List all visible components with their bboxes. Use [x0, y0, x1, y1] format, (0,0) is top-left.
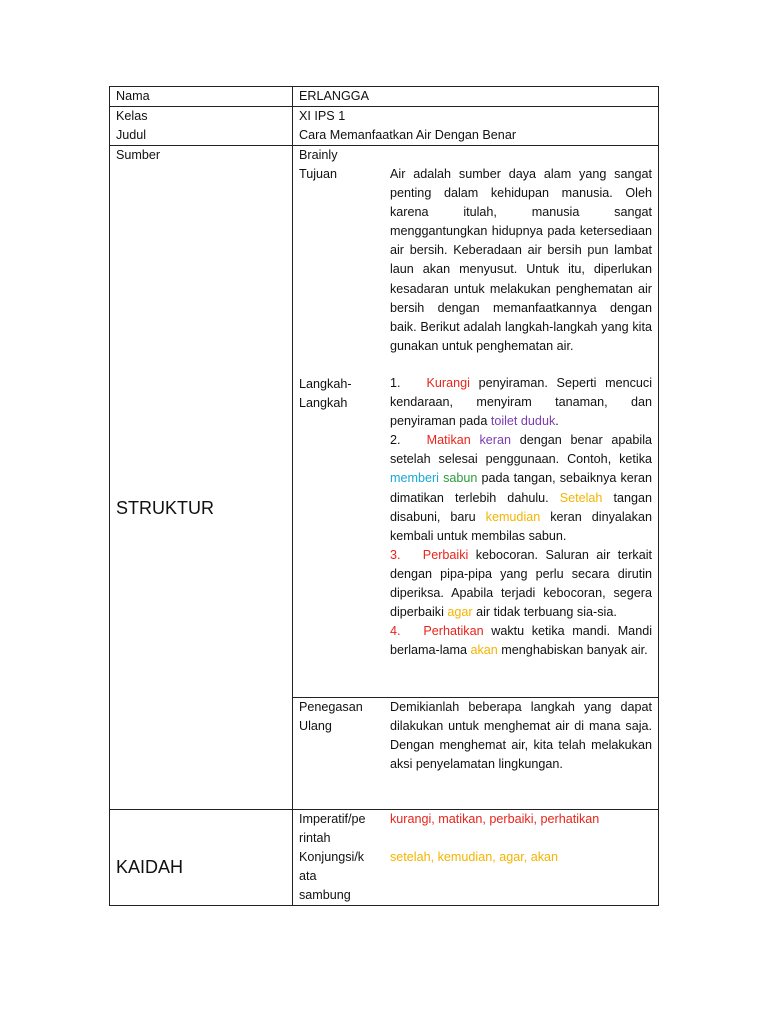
imperatif-value: kurangi, matikan, perbaiki, perhatikan: [390, 812, 600, 826]
konjungsi-label-line1: Konjungsi/k: [299, 850, 365, 864]
step-text: .: [555, 414, 559, 429]
step-text: penyiraman. Seperti mencuci kendaraan, menyiram tanaman, dan penyiraman pada: [390, 376, 652, 429]
row-divider: [109, 145, 659, 146]
step-text: menghabiskan banyak air.: [497, 643, 648, 658]
step-verb: Kurangi: [426, 376, 470, 390]
step-text: waktu ketika mandi. Mandi berlama-lama: [390, 624, 652, 658]
row-divider: [109, 106, 659, 107]
judul-label: Judul: [116, 128, 147, 142]
step-verb: Perbaiki: [422, 547, 469, 562]
column-divider: [292, 86, 293, 906]
imperatif-label-line2: rintah: [299, 831, 331, 845]
langkah-label-line2: Langkah: [299, 396, 348, 410]
step-word: memberi: [390, 471, 439, 486]
step-3: [390, 546, 652, 622]
sumber-value: Brainly: [299, 148, 338, 162]
penegasan-text: Demikianlah beberapa langkah yang dapat dilakukan untuk menghemat air di mana saja. Dengan menghemat air, kita telah melakukan aksi penyelamatan lingkungan.: [390, 700, 652, 772]
konjungsi-label-line3: sambung: [299, 888, 351, 902]
imperatif-label-line1: Imperatif/pe: [299, 812, 366, 826]
step-2: [390, 431, 652, 546]
step-number: 3.: [390, 547, 401, 562]
penegasan-label-line1: Penegasan: [299, 700, 363, 714]
step-text: tangan disabuni, baru: [390, 490, 652, 524]
table-border-right: [658, 86, 659, 906]
step-word: keran: [479, 433, 511, 448]
tujuan-text: Air adalah sumber daya alam yang sangat penting dalam kehidupan manusia. Oleh karena itulah, manusia sangat menggantungkan hidupnya pada ketersediaan air bersih. Keberadaan air bersih pun lambat laun akan menyusut. Untuk itu, diperlukan kesadaran untuk melakukan penghematan air bersih dengan memanfaatkannya dengan baik. Berikut adalah langkah-langkah yang kita gunakan untuk penghematan air.: [390, 167, 652, 353]
step-verb: Perhatikan: [423, 624, 484, 639]
langkah-list: [390, 374, 652, 660]
table-border-bottom: [109, 905, 659, 906]
tujuan-label: Tujuan: [299, 167, 338, 181]
step-verb: Matikan: [426, 433, 471, 448]
step-text: pada tangan, sebaiknya keran dimatikan terlebih dahulu.: [390, 471, 653, 505]
struktur-title: STRUKTUR: [116, 498, 214, 518]
table-border-left: [109, 86, 110, 906]
step-text: keran dinyalakan kembali untuk membilas sabun.: [390, 509, 652, 543]
step-conjunction: agar: [447, 605, 473, 620]
step-object: toilet duduk: [490, 414, 556, 429]
step-word: sabun: [443, 471, 478, 486]
nama-label: Nama: [116, 89, 150, 103]
sumber-label: Sumber: [116, 148, 161, 162]
kelas-value: XI IPS 1: [299, 109, 346, 123]
penegasan-label-line2: Ulang: [299, 719, 332, 733]
table-border-top: [109, 86, 659, 87]
konjungsi-value: setelah, kemudian, agar, akan: [390, 850, 559, 864]
langkah-label-line1: Langkah-: [299, 377, 352, 391]
step-text: dengan benar apabila setelah selesai penggunaan. Contoh, ketika: [390, 433, 652, 467]
step-1: [390, 374, 652, 431]
konjungsi-label-line2: ata: [299, 869, 317, 883]
step-number: 4.: [390, 624, 401, 639]
nama-value: ERLANGGA: [299, 89, 369, 103]
step-text: kebocoran. Saluran air terkait dengan pipa-pipa yang perlu secara dirutin diperiksa. Apabila terjadi kebocoran, segera diperbaiki: [390, 547, 652, 620]
step-conjunction: Setelah: [559, 490, 603, 505]
step-number: 1.: [390, 376, 401, 390]
step-4: [390, 622, 652, 660]
judul-value: Cara Memanfaatkan Air Dengan Benar: [299, 128, 517, 142]
step-text: air tidak terbuang sia-sia.: [472, 605, 617, 620]
step-conjunction: kemudian: [485, 509, 541, 524]
kelas-label: Kelas: [116, 109, 148, 123]
step-conjunction: akan: [470, 643, 498, 658]
step-number: 2.: [390, 433, 401, 448]
kaidah-title: KAIDAH: [116, 857, 184, 877]
